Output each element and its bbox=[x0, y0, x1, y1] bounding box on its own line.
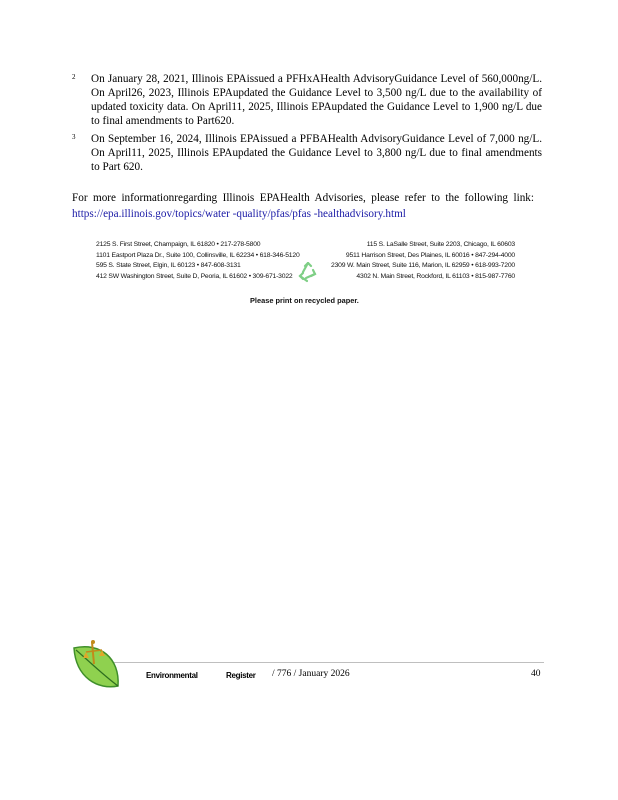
address-line: 2125 S. First Street, Champaign, IL 61820 • 217-278-5800 bbox=[96, 241, 261, 248]
address-line: 115 S. LaSalle Street, Suite 2203, Chicago, IL 60603 bbox=[366, 241, 515, 248]
address-line: 595 S. State Street, Elgin, IL 60123 • 847-608-3131 bbox=[96, 262, 241, 270]
leaf-logo-icon bbox=[70, 638, 130, 698]
addresses-left bbox=[96, 240, 300, 282]
addresses-right bbox=[331, 240, 515, 282]
page-number: 40 bbox=[531, 669, 541, 679]
health-advisory-link[interactable]: https://epa.illinois.gov/topics/water -quality/pfas/pfas -healthadvisory.html bbox=[72, 208, 406, 220]
info-paragraph bbox=[72, 190, 534, 222]
footnote-text: On January 28, 2021, Illinois EPAissued a PFHxAHealth AdvisoryGuidance Level of 560,000ng/L. On April26, 2023, Illinois EPAupdated the Guidance Level to 3,500 ng/L due to the availability of updated toxicity data. On April11, 2025, Illinois EPAupdated the Guidance Level to 1,900 ng/L due to final amendments to Part620. bbox=[91, 73, 542, 127]
footnote-mark: 2 bbox=[72, 73, 76, 81]
footnote-mark: 3 bbox=[72, 133, 76, 141]
address-line: 412 SW Washington Street, Suite D, Peoria, IL 61602 • 309-671-3022 bbox=[96, 272, 293, 280]
footer-divider bbox=[112, 662, 544, 663]
footer-environmental: Environmental bbox=[146, 671, 198, 680]
footnote-text: On September 16, 2024, Illinois EPAissued a PFBAHealth AdvisoryGuidance Level of 7,000 ng/L. On April11, 2025, Illinois EPAupdated the Guidance Level to 3,800 ng/L due to final amendments to Part 620. bbox=[91, 133, 542, 173]
address-line: 4302 N. Main Street, Rockford, IL 61103 • 815-987-7760 bbox=[356, 272, 515, 280]
footnote-2 bbox=[72, 72, 542, 128]
recycle-icon bbox=[298, 262, 318, 284]
address-line: 1101 Eastport Plaza Dr., Suite 100, Collinsville, IL 62234 • 618-346-5120 bbox=[96, 251, 300, 259]
footer-issue: / 776 / January 2026 bbox=[272, 669, 350, 679]
footnote-3 bbox=[72, 132, 542, 174]
info-text: For more informationregarding Illinois EPAHealth Advisories, please refer to the following link: bbox=[72, 192, 534, 204]
address-line: 9511 Harrison Street, Des Plaines, IL 60016 • 847-294-4000 bbox=[345, 251, 515, 259]
address-line: 2309 W. Main Street, Suite 116, Marion, IL 62959 • 618-993-7200 bbox=[331, 262, 515, 270]
footer-register: Register bbox=[226, 671, 256, 680]
recycle-note: Please print on recycled paper. bbox=[250, 296, 359, 305]
